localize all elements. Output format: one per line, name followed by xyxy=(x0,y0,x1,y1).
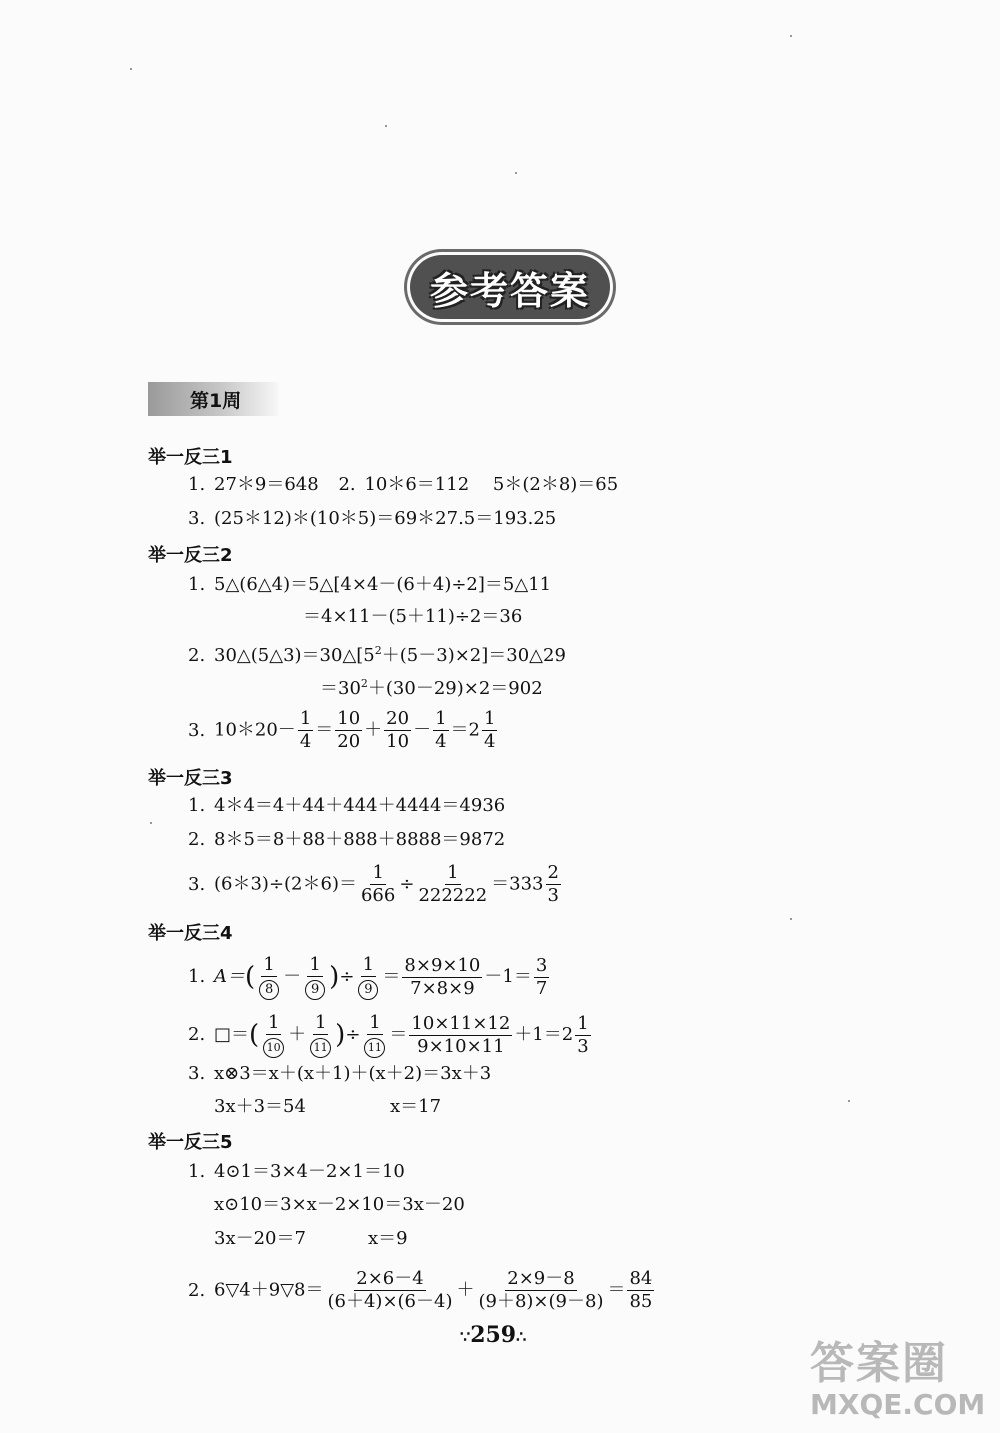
page-dots-icon: ∵ xyxy=(460,1327,471,1346)
answer-line xyxy=(188,640,566,667)
fraction: $\frac{10\times 11\times 12}{9\times 10\times 11}$ xyxy=(411,1012,511,1057)
answer-text: (6＊3)÷(2＊6)＝ xyxy=(214,873,357,895)
answer-line xyxy=(188,474,618,496)
answer-text: 10＊20－ xyxy=(214,719,296,741)
answer-text: ＋1＝2 xyxy=(514,1024,574,1045)
divide: ÷ xyxy=(339,966,355,987)
paren: ( xyxy=(245,962,256,992)
item-number: 1. xyxy=(188,1161,206,1182)
answer-text: 6▽4＋9▽8＝ xyxy=(214,1279,324,1301)
answer-text: 3x＋3＝54 xyxy=(214,1096,306,1117)
fraction: $\frac{20}{10}$ xyxy=(386,708,410,752)
answer-line xyxy=(214,1228,408,1250)
answer-text: □＝ xyxy=(214,1024,250,1045)
minus: － xyxy=(413,719,432,741)
fraction: $\frac{1}{4}$ xyxy=(299,708,312,752)
section-heading-3: 举一反三3 xyxy=(148,768,233,789)
fraction: $\frac{1}{3}$ xyxy=(577,1012,589,1057)
circled-number: 8 xyxy=(259,980,279,1000)
fraction: $\frac{1}{9}$ xyxy=(303,954,327,1000)
paren: ) xyxy=(329,962,340,992)
answer-line xyxy=(214,1096,441,1118)
section-heading-4: 举一反三4 xyxy=(148,923,233,944)
answer-line xyxy=(214,1194,465,1216)
fraction: $\frac{1}{11}$ xyxy=(362,1012,387,1058)
equals: ＝ xyxy=(315,719,334,741)
answer-line xyxy=(188,1063,491,1085)
section-heading-2: 举一反三2 xyxy=(148,545,233,566)
answer-text: A＝ xyxy=(214,966,245,987)
answer-text: 4＊4＝4＋44＋444＋4444＝4936 xyxy=(214,795,506,816)
fraction: $\frac{1}{8}$ xyxy=(257,954,281,1000)
answer-text: ＝333 xyxy=(491,873,544,895)
answer-line xyxy=(188,1012,593,1058)
answer-text: x＝9 xyxy=(367,1228,408,1249)
item-number: 1. xyxy=(188,966,206,987)
answer-line xyxy=(188,862,563,907)
plus: ＋ xyxy=(288,1024,307,1045)
fraction: $\frac{3}{7}$ xyxy=(535,954,548,999)
answer-text: 8＊5＝8＋88＋888＋8888＝9872 xyxy=(214,829,506,850)
answer-text: 27＊9＝648 xyxy=(214,474,319,495)
answer-line xyxy=(188,1161,405,1183)
circled-number: 9 xyxy=(305,980,325,1000)
answer-text: 5＊(2＊8)＝65 xyxy=(492,474,619,495)
equals: ＝ xyxy=(607,1279,626,1301)
superscript: 2 xyxy=(374,644,382,657)
plus: ＋ xyxy=(364,719,383,741)
week-heading xyxy=(148,382,278,416)
superscript: 2 xyxy=(360,677,368,690)
item-number: 2. xyxy=(188,1024,206,1045)
answer-text: 5△(6△4)＝5△[4×4－(6＋4)÷2]＝5△11 xyxy=(214,574,552,595)
answer-line xyxy=(188,708,499,753)
answer-text: ＋(30－29)×2＝902 xyxy=(367,678,543,699)
item-number: 2. xyxy=(188,1279,206,1301)
page-title-text: 参考答案 xyxy=(429,268,590,313)
answer-text: ＝4×11－(5＋11)÷2＝36 xyxy=(303,606,523,627)
answer-line xyxy=(303,606,522,628)
item-number: 1. xyxy=(188,474,206,495)
watermark-logo: 答案圈 xyxy=(810,1338,948,1389)
answer-text: 4⊙1＝3×4－2×1＝10 xyxy=(214,1161,405,1182)
item-number: 3. xyxy=(188,873,206,895)
answer-line xyxy=(188,508,556,530)
minus: － xyxy=(283,966,302,987)
item-number: 3. xyxy=(188,508,206,529)
fraction: $\frac{1}{4}$ xyxy=(435,708,447,752)
answer-line xyxy=(188,795,505,817)
answer-text: ＋(5－3)×2]＝30△29 xyxy=(381,645,566,666)
circled-number: 11 xyxy=(364,1038,385,1058)
fraction: $\frac{2\times 9-8}{(9+8)\times(9-8)}$ xyxy=(478,1268,604,1312)
answer-text: (25＊12)＊(10＊5)＝69＊27.5＝193.25 xyxy=(214,508,557,529)
divide: ÷ xyxy=(345,1024,361,1045)
answer-text: ＝30 xyxy=(320,678,361,699)
equals: ＝ xyxy=(382,966,401,987)
fraction: $\frac{2\times 6-4}{(6+4)\times(6-4)}$ xyxy=(327,1268,453,1312)
watermark xyxy=(810,1340,985,1422)
answer-line xyxy=(188,829,505,851)
answer-text: 30△(5△3)＝30△[5 xyxy=(214,645,375,666)
fraction: $\frac{1}{666}$ xyxy=(360,862,396,906)
fraction: $\frac{1}{222222}$ xyxy=(418,862,488,906)
answer-line xyxy=(188,954,551,1000)
answer-line xyxy=(320,673,543,700)
fraction: $\frac{10}{20}$ xyxy=(337,708,361,752)
item-number: 2. xyxy=(188,645,206,666)
fraction: $\frac{2}{3}$ xyxy=(547,862,559,906)
section-heading-5: 举一反三5 xyxy=(148,1132,233,1153)
equals: ＝ xyxy=(389,1024,408,1045)
answer-line xyxy=(188,574,551,596)
item-number: 2. xyxy=(188,829,206,850)
item-number: 3. xyxy=(188,1063,206,1084)
week-heading-text: 第1周 xyxy=(190,389,242,412)
circled-number: 11 xyxy=(310,1038,331,1058)
fraction: $\frac{8\times 9\times 10}{7\times 8\times 9}$ xyxy=(404,954,481,999)
answer-text: 10＊6＝112 xyxy=(364,474,470,495)
answer-text: x⊗3＝x＋(x＋1)＋(x＋2)＝3x＋3 xyxy=(214,1063,492,1084)
item-number: 1. xyxy=(188,795,206,816)
answer-text: ＝2 xyxy=(450,719,480,741)
page-dots-icon: ∴ xyxy=(516,1327,527,1346)
answer-text: －1＝ xyxy=(484,966,532,987)
fraction: $\frac{1}{9}$ xyxy=(356,954,380,1000)
paren: ) xyxy=(335,1020,346,1050)
fraction: $\frac{1}{10}$ xyxy=(261,1012,286,1058)
page-number-text: 259 xyxy=(470,1322,517,1348)
item-number: 3. xyxy=(188,719,206,741)
plus: ＋ xyxy=(456,1279,475,1301)
answer-text: x⊙10＝3×x－2×10＝3x－20 xyxy=(214,1194,465,1215)
fraction: $\frac{1}{11}$ xyxy=(308,1012,333,1058)
section-heading-1: 举一反三1 xyxy=(148,447,233,468)
paren: ( xyxy=(249,1020,260,1050)
divide: ÷ xyxy=(399,873,415,895)
page-number xyxy=(460,1322,526,1348)
item-number: 2. xyxy=(338,474,356,495)
item-number: 1. xyxy=(188,574,206,595)
circled-number: 10 xyxy=(263,1038,284,1058)
answer-text: x＝17 xyxy=(389,1096,442,1117)
fraction: $\frac{84}{85}$ xyxy=(629,1268,653,1312)
page-title xyxy=(410,255,610,319)
answer-text: 3x－20＝7 xyxy=(214,1228,306,1249)
answer-line xyxy=(188,1268,656,1313)
fraction: $\frac{1}{4}$ xyxy=(483,708,496,752)
circled-number: 9 xyxy=(358,980,378,1000)
watermark-url: MXQE.COM xyxy=(810,1388,986,1421)
